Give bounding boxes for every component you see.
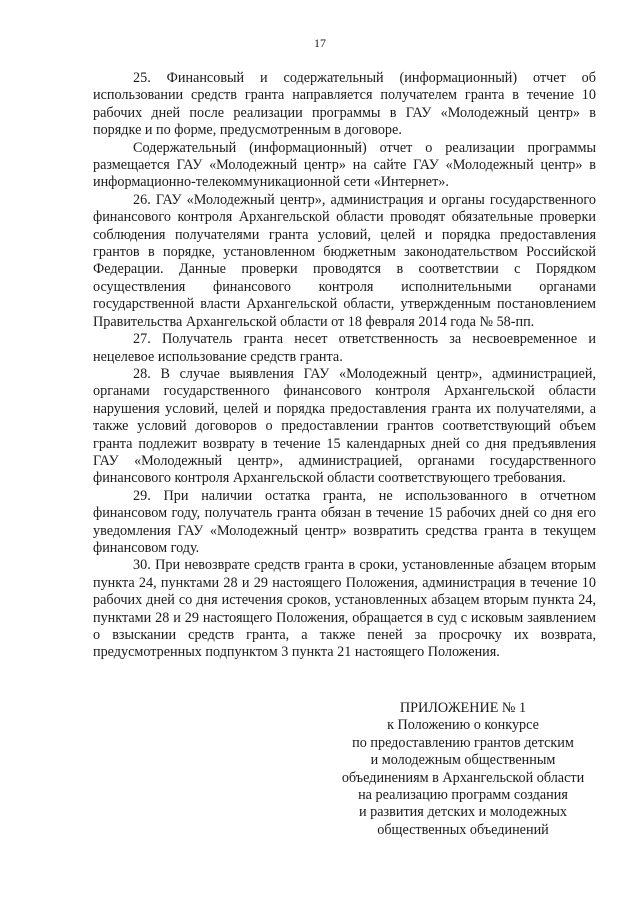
paragraph-28: 28. В случае выявления ГАУ «Молодежный центр», администрацией, органами государственного финансового контроля Архангельской области нарушения условий, целей и порядка предоставления гранта их получателями, а также условий договоров о предоставлении грантов соответствующий объем гранта подлежит возврату в течение 15 календарных дней со дня предъявления ГАУ «Молодежный центр», администрацией, органами государственного финансового контроля Архангельской области соответствующего требования. xyxy=(93,365,596,487)
appendix-line: к Положению о конкурсе xyxy=(387,717,539,734)
paragraph-26: 26. ГАУ «Молодежный центр», администрация и органы государственного финансового контроля Архангельской области проводят обязательные проверки соблюдения получателями гранта условий, целей и порядка предоставления грантов в порядке, установленном бюджетным законодательством Российской Федерации. Данные проверки проводятся в соответствии с Порядком осуществления финансового контроля исполнительными органами государственной власти Архангельской области, утвержденным постановлением Правительства Архангельской области от 18 февраля 2014 года № 58-пп. xyxy=(93,191,596,330)
appendix-line: общественных объединений xyxy=(377,821,549,838)
appendix-line: и молодежным общественным xyxy=(370,752,556,769)
paragraph-27: 27. Получатель гранта несет ответственность за несвоевременное и нецелевое использование средств гранта. xyxy=(93,331,596,365)
paragraph-25: 25. Финансовый и содержательный (информационный) отчет об использовании средств гранта направляется получателем гранта в течение 10 рабочих дней после реализации программы в ГАУ «Молодежный центр» в порядке и по форме, предусмотренным в договоре. xyxy=(93,70,596,139)
appendix-line: на реализацию программ создания xyxy=(358,787,568,804)
document-body xyxy=(93,70,596,662)
page-number: 17 xyxy=(314,36,326,50)
paragraph-25-report: Содержательный (информационный) отчет о реализации программы размещается ГАУ «Молодежный центр» на сайте ГАУ «Молодежный центр» в информационно-телекоммуникационной сети «Интернет». xyxy=(93,139,596,191)
appendix-title: ПРИЛОЖЕНИЕ № 1 xyxy=(399,700,527,716)
paragraph-30: 30. При невозврате средств гранта в сроки, установленные абзацем вторым пункта 24, пунктами 28 и 29 настоящего Положения, администрация в течение 10 рабочих дней со дня истечения сроков, установленных абзацем вторым пункта 24, пунктами 28 и 29 настоящего Положения, обращается в суд с исковым заявлением о взыскании средств гранта, а также пеней за просрочку их возврата, предусмотренных подпунктом 3 пункта 21 настоящего Положения. xyxy=(93,557,596,661)
appendix-line: и развития детских и молодежных xyxy=(359,804,567,821)
appendix-line: по предоставлению грантов детским xyxy=(352,734,574,751)
paragraph-29: 29. При наличии остатка гранта, не использованного в отчетном финансовом году, получатель гранта обязан в течение 15 рабочих дней со дня его уведомления ГАУ «Молодежный центр» возвратить средства гранта в текущем финансовом году. xyxy=(93,487,596,556)
appendix-line: объединениям в Архангельской области xyxy=(341,769,585,786)
appendix-header xyxy=(313,700,613,839)
